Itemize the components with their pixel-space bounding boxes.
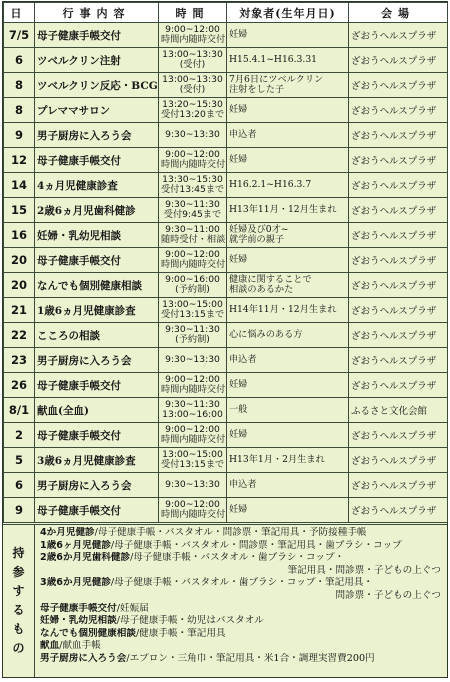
- cell-target-line: 注射をした子: [229, 84, 285, 95]
- table-row: [4, 23, 448, 48]
- cell-time-line: 9:30~13:30: [165, 479, 220, 490]
- schedule-table: [3, 2, 448, 523]
- table-row: [4, 48, 448, 73]
- schedule-body: [4, 23, 448, 523]
- cell-target: [227, 448, 349, 473]
- items-to-bring-line: [40, 640, 443, 653]
- cell-date: 15: [4, 198, 35, 223]
- items-to-bring-items: 問診票・子どもの上ぐつ: [335, 589, 441, 601]
- cell-target: [227, 423, 349, 448]
- cell-time-line: (受付): [179, 84, 206, 95]
- cell-time-line: 9:00~12:00: [165, 24, 220, 35]
- header-date: 日: [4, 3, 35, 23]
- health-schedule-sheet: [2, 1, 448, 678]
- cell-time: [159, 223, 227, 248]
- items-to-bring-line: [40, 565, 443, 578]
- cell-date: 21: [4, 298, 35, 323]
- cell-time: [159, 98, 227, 123]
- items-to-bring-event: 妊婦・乳幼児相談: [40, 615, 117, 627]
- items-to-bring-event: 4か月児健診: [40, 527, 95, 538]
- cell-time-line: 9:00~12:00: [165, 499, 220, 510]
- items-to-bring-items: 筆記用具・問診票・子どもの上ぐつ: [287, 564, 441, 576]
- cell-event: 妊婦・乳幼児相談: [35, 223, 159, 248]
- cell-time-line: 9:00~12:00: [165, 424, 220, 435]
- cell-time: [159, 398, 227, 423]
- cell-date: 23: [4, 348, 35, 373]
- cell-time: [159, 23, 227, 48]
- cell-time: [159, 198, 227, 223]
- cell-date: 2: [4, 423, 35, 448]
- cell-time-line: 時間内随時交付: [161, 509, 226, 520]
- table-row: [4, 348, 448, 373]
- cell-venue: ざおうヘルスプラザ: [349, 173, 448, 198]
- cell-event: 男子厨房に入ろう会: [35, 348, 159, 373]
- items-to-bring-label: [3, 525, 35, 677]
- cell-target: [227, 23, 349, 48]
- cell-target: [227, 473, 349, 498]
- cell-target-line: 妊婦: [229, 104, 248, 115]
- cell-time-line: 13:00~13:30: [162, 49, 223, 60]
- items-to-bring-label-char: 持: [12, 546, 25, 560]
- items-to-bring-items: /母子健康手帳・バスタオル・問診票・筆記用具・予防接種手帳: [94, 527, 367, 538]
- cell-venue: ざおうヘルスプラザ: [349, 73, 448, 98]
- cell-time-line: 9:30~11:30: [165, 399, 220, 410]
- cell-time: [159, 123, 227, 148]
- cell-event: 男子厨房に入ろう会: [35, 473, 159, 498]
- cell-time: [159, 73, 227, 98]
- items-to-bring-items: /母子健康手帳・バスタオル・歯ブラシ・コップ・: [130, 552, 345, 564]
- cell-event: 4ヵ月児健康診査: [35, 173, 159, 198]
- cell-target-line: 妊婦: [229, 254, 248, 265]
- table-header-row: [4, 3, 448, 23]
- items-to-bring-items: /エプロン・三角巾・筆記用具・米1合・調理実習費200円: [126, 652, 375, 664]
- cell-time: [159, 273, 227, 298]
- cell-time: [159, 498, 227, 523]
- cell-target: [227, 398, 349, 423]
- cell-event: 男子厨房に入ろう会: [35, 123, 159, 148]
- items-to-bring-line: [40, 628, 443, 641]
- cell-venue: ざおうヘルスプラザ: [349, 148, 448, 173]
- cell-time-line: 13:00~15:00: [162, 449, 223, 460]
- table-row: [4, 173, 448, 198]
- cell-time-line: 9:30~13:30: [165, 129, 220, 140]
- items-to-bring-line: [40, 552, 443, 565]
- table-row: [4, 398, 448, 423]
- cell-date: 8: [4, 73, 35, 98]
- cell-event: 3歳6ヵ月児健康診査: [35, 448, 159, 473]
- cell-target: [227, 223, 349, 248]
- cell-target: [227, 173, 349, 198]
- items-to-bring-items: /母子健康手帳・幼児はバスタオル: [116, 615, 264, 627]
- items-to-bring-event: 献血: [40, 640, 60, 652]
- table-row: [4, 448, 448, 473]
- items-to-bring-line: [40, 540, 443, 553]
- table-row: [4, 198, 448, 223]
- cell-event: 献血(全血): [35, 398, 159, 423]
- cell-venue: ざおうヘルスプラザ: [349, 348, 448, 373]
- items-to-bring-event: 3歳6か月児健診: [40, 577, 111, 589]
- items-to-bring-event: 1歳6ヶ月児健診: [40, 539, 111, 551]
- header-venue: 会場: [349, 3, 448, 23]
- cell-venue: ざおうヘルスプラザ: [349, 98, 448, 123]
- cell-time-line: 時間内随時交付: [161, 34, 226, 45]
- header-event: 行事内容: [35, 3, 159, 23]
- cell-date: 7/5: [4, 23, 35, 48]
- cell-event: 母子健康手帳交付: [35, 423, 159, 448]
- cell-target: [227, 73, 349, 98]
- cell-time-line: 13:30~15:30: [162, 174, 223, 185]
- table-row: [4, 473, 448, 498]
- cell-target-line: 申込者: [229, 479, 257, 490]
- cell-target: [227, 273, 349, 298]
- cell-target: [227, 498, 349, 523]
- cell-time-line: (予約制): [175, 334, 210, 345]
- cell-time-line: 時間内随時交付: [161, 384, 226, 395]
- cell-time: [159, 473, 227, 498]
- cell-date: 26: [4, 373, 35, 398]
- cell-venue: ざおうヘルスプラザ: [349, 373, 448, 398]
- cell-time-line: 時間内随時交付: [161, 259, 226, 270]
- cell-time: [159, 348, 227, 373]
- cell-venue: ざおうヘルスプラザ: [349, 48, 448, 73]
- items-to-bring-list: [35, 525, 447, 677]
- cell-event: ツベルクリン注射: [35, 48, 159, 73]
- cell-target-line: H15.4.1~H16.3.31: [229, 54, 318, 65]
- cell-time: [159, 248, 227, 273]
- cell-venue: ざおうヘルスプラザ: [349, 23, 448, 48]
- cell-venue: ざおうヘルスプラザ: [349, 273, 448, 298]
- cell-target: [227, 48, 349, 73]
- cell-venue: ふるさと文化会館: [349, 398, 448, 423]
- table-row: [4, 98, 448, 123]
- cell-target-line: 7月6日にツベルクリン: [229, 74, 324, 85]
- cell-date: 6: [4, 473, 35, 498]
- cell-target-line: H13年11月・12月生まれ: [229, 204, 337, 215]
- items-to-bring-items: /母子健康手帳・バスタオル・問診票・筆記用具・歯ブラシ・コップ: [110, 539, 402, 551]
- items-to-bring-items: /妊娠届: [116, 602, 149, 614]
- items-to-bring-event: 母子健康手帳交付: [40, 602, 117, 614]
- cell-target: [227, 348, 349, 373]
- cell-target-line: H14年11月・12月生まれ: [229, 304, 337, 315]
- header-target: 対象者(生年月日): [227, 3, 349, 23]
- cell-target: [227, 98, 349, 123]
- cell-date: 20: [4, 248, 35, 273]
- cell-target-line: 妊婦: [229, 504, 248, 515]
- cell-target: [227, 248, 349, 273]
- cell-target-line: 妊婦: [229, 154, 248, 165]
- items-to-bring-label-char: も: [12, 622, 25, 636]
- cell-time-line: 受付13:15まで: [161, 459, 225, 470]
- cell-target-line: H13年1月・2月生まれ: [229, 454, 325, 465]
- cell-venue: ざおうヘルスプラザ: [349, 448, 448, 473]
- items-to-bring-line: [40, 577, 443, 590]
- cell-date: 20: [4, 273, 35, 298]
- cell-event: 母子健康手帳交付: [35, 498, 159, 523]
- table-row: [4, 298, 448, 323]
- cell-time-line: 13:00~15:00: [162, 299, 223, 310]
- cell-time: [159, 423, 227, 448]
- items-to-bring-label-char: 参: [12, 565, 25, 579]
- cell-time: [159, 373, 227, 398]
- cell-target: [227, 323, 349, 348]
- cell-target: [227, 298, 349, 323]
- cell-time-line: 9:30~11:30: [165, 199, 220, 210]
- cell-time: [159, 48, 227, 73]
- cell-target: [227, 123, 349, 148]
- items-to-bring-line: [40, 653, 443, 666]
- cell-target-line: 就学前の親子: [229, 234, 285, 245]
- cell-event: 母子健康手帳交付: [35, 248, 159, 273]
- items-to-bring-items: /健康手帳・筆記用具: [135, 627, 226, 639]
- table-row: [4, 498, 448, 523]
- cell-venue: ざおうヘルスプラザ: [349, 473, 448, 498]
- table-row: [4, 148, 448, 173]
- items-to-bring-label-char: る: [12, 603, 25, 617]
- cell-time-line: 随時受付・相談: [161, 234, 226, 245]
- cell-date: 14: [4, 173, 35, 198]
- cell-time-line: 受付13:45まで: [161, 184, 225, 195]
- items-to-bring-items: /母子健康手帳・バスタオル・歯ブラシ・コップ・筆記用具・: [110, 577, 373, 589]
- cell-time-line: 13:00~13:30: [162, 74, 223, 85]
- cell-target-line: 心に悩みのある方: [229, 329, 303, 340]
- cell-date: 5: [4, 448, 35, 473]
- cell-event: なんでも個別健康相談: [35, 273, 159, 298]
- cell-event: こころの相談: [35, 323, 159, 348]
- items-to-bring-event: なんでも個別健康相談: [40, 627, 136, 639]
- cell-time-line: 9:30~11:30: [165, 324, 220, 335]
- cell-target-line: 妊婦: [229, 429, 248, 440]
- header-time: 時間: [159, 3, 227, 23]
- cell-time-line: 受付13:20まで: [161, 109, 225, 120]
- cell-date: 22: [4, 323, 35, 348]
- cell-venue: ざおうヘルスプラザ: [349, 123, 448, 148]
- cell-time: [159, 448, 227, 473]
- cell-time-line: (予約制): [175, 284, 210, 295]
- cell-time-line: 9:30~11:00: [165, 224, 220, 235]
- cell-time: [159, 148, 227, 173]
- table-row: [4, 323, 448, 348]
- items-to-bring-line: [40, 590, 443, 603]
- cell-target: [227, 198, 349, 223]
- cell-time: [159, 323, 227, 348]
- table-row: [4, 373, 448, 398]
- cell-venue: ざおうヘルスプラザ: [349, 223, 448, 248]
- cell-time-line: 9:00~12:00: [165, 249, 220, 260]
- cell-venue: ざおうヘルスプラザ: [349, 498, 448, 523]
- items-to-bring-label-char: の: [12, 641, 25, 655]
- cell-venue: ざおうヘルスプラザ: [349, 323, 448, 348]
- cell-event: 母子健康手帳交付: [35, 23, 159, 48]
- cell-target-line: 相談のあるかた: [229, 284, 294, 295]
- cell-time-line: 時間内随時交付: [161, 434, 226, 445]
- items-to-bring-event: 男子厨房に入ろう会: [40, 652, 127, 664]
- cell-time-line: (受付): [179, 59, 206, 70]
- cell-target-line: H16.2.1~H16.3.7: [229, 179, 312, 190]
- cell-target: [227, 148, 349, 173]
- table-row: [4, 73, 448, 98]
- cell-event: 母子健康手帳交付: [35, 148, 159, 173]
- cell-event: 母子健康手帳交付: [35, 373, 159, 398]
- cell-time-line: 受付13:15まで: [161, 309, 225, 320]
- cell-date: 9: [4, 123, 35, 148]
- items-to-bring-line: [40, 603, 443, 616]
- cell-time-line: 13:20~15:30: [162, 99, 223, 110]
- items-to-bring-event: 2歳6か月児歯科健診: [40, 552, 131, 564]
- table-row: [4, 223, 448, 248]
- cell-time: [159, 298, 227, 323]
- cell-date: 8: [4, 98, 35, 123]
- cell-target-line: 申込者: [229, 354, 257, 365]
- cell-date: 16: [4, 223, 35, 248]
- cell-venue: ざおうヘルスプラザ: [349, 248, 448, 273]
- cell-date: 12: [4, 148, 35, 173]
- cell-time-line: 9:00~12:00: [165, 149, 220, 160]
- cell-target-line: 妊婦: [229, 379, 248, 390]
- cell-time-line: 9:00~16:00: [165, 274, 220, 285]
- cell-event: 2歳6ヵ月児歯科健診: [35, 198, 159, 223]
- cell-target-line: 申込者: [229, 129, 257, 140]
- items-to-bring-line: [40, 615, 443, 628]
- cell-target-line: 妊婦: [229, 29, 248, 40]
- cell-time-line: 時間内随時交付: [161, 159, 226, 170]
- cell-time-line: 13:00~16:00: [162, 409, 223, 420]
- items-to-bring-items: /献血手帳: [59, 640, 101, 652]
- table-row: [4, 273, 448, 298]
- cell-time-line: 9:00~12:00: [165, 374, 220, 385]
- table-row: [4, 248, 448, 273]
- table-row: [4, 423, 448, 448]
- cell-event: 1歳6ヵ月児健康診査: [35, 298, 159, 323]
- items-to-bring-label-char: す: [12, 584, 25, 598]
- cell-venue: ざおうヘルスプラザ: [349, 198, 448, 223]
- cell-venue: ざおうヘルスプラザ: [349, 423, 448, 448]
- cell-venue: ざおうヘルスプラザ: [349, 298, 448, 323]
- table-row: [4, 123, 448, 148]
- cell-event: プレママサロン: [35, 98, 159, 123]
- cell-event: ツベルクリン反応・BCG: [35, 73, 159, 98]
- cell-target-line: 妊婦及び0才~: [229, 224, 289, 235]
- cell-target: [227, 373, 349, 398]
- cell-time-line: 受付9:45まで: [163, 209, 222, 220]
- items-to-bring-section: [3, 524, 447, 677]
- cell-date: 8/1: [4, 398, 35, 423]
- cell-time: [159, 173, 227, 198]
- cell-target-line: 一般: [229, 404, 248, 415]
- cell-date: 9: [4, 498, 35, 523]
- cell-time-line: 9:30~13:30: [165, 354, 220, 365]
- cell-date: 6: [4, 48, 35, 73]
- items-to-bring-line: [40, 527, 443, 540]
- cell-target-line: 健康に関することで: [229, 274, 312, 285]
